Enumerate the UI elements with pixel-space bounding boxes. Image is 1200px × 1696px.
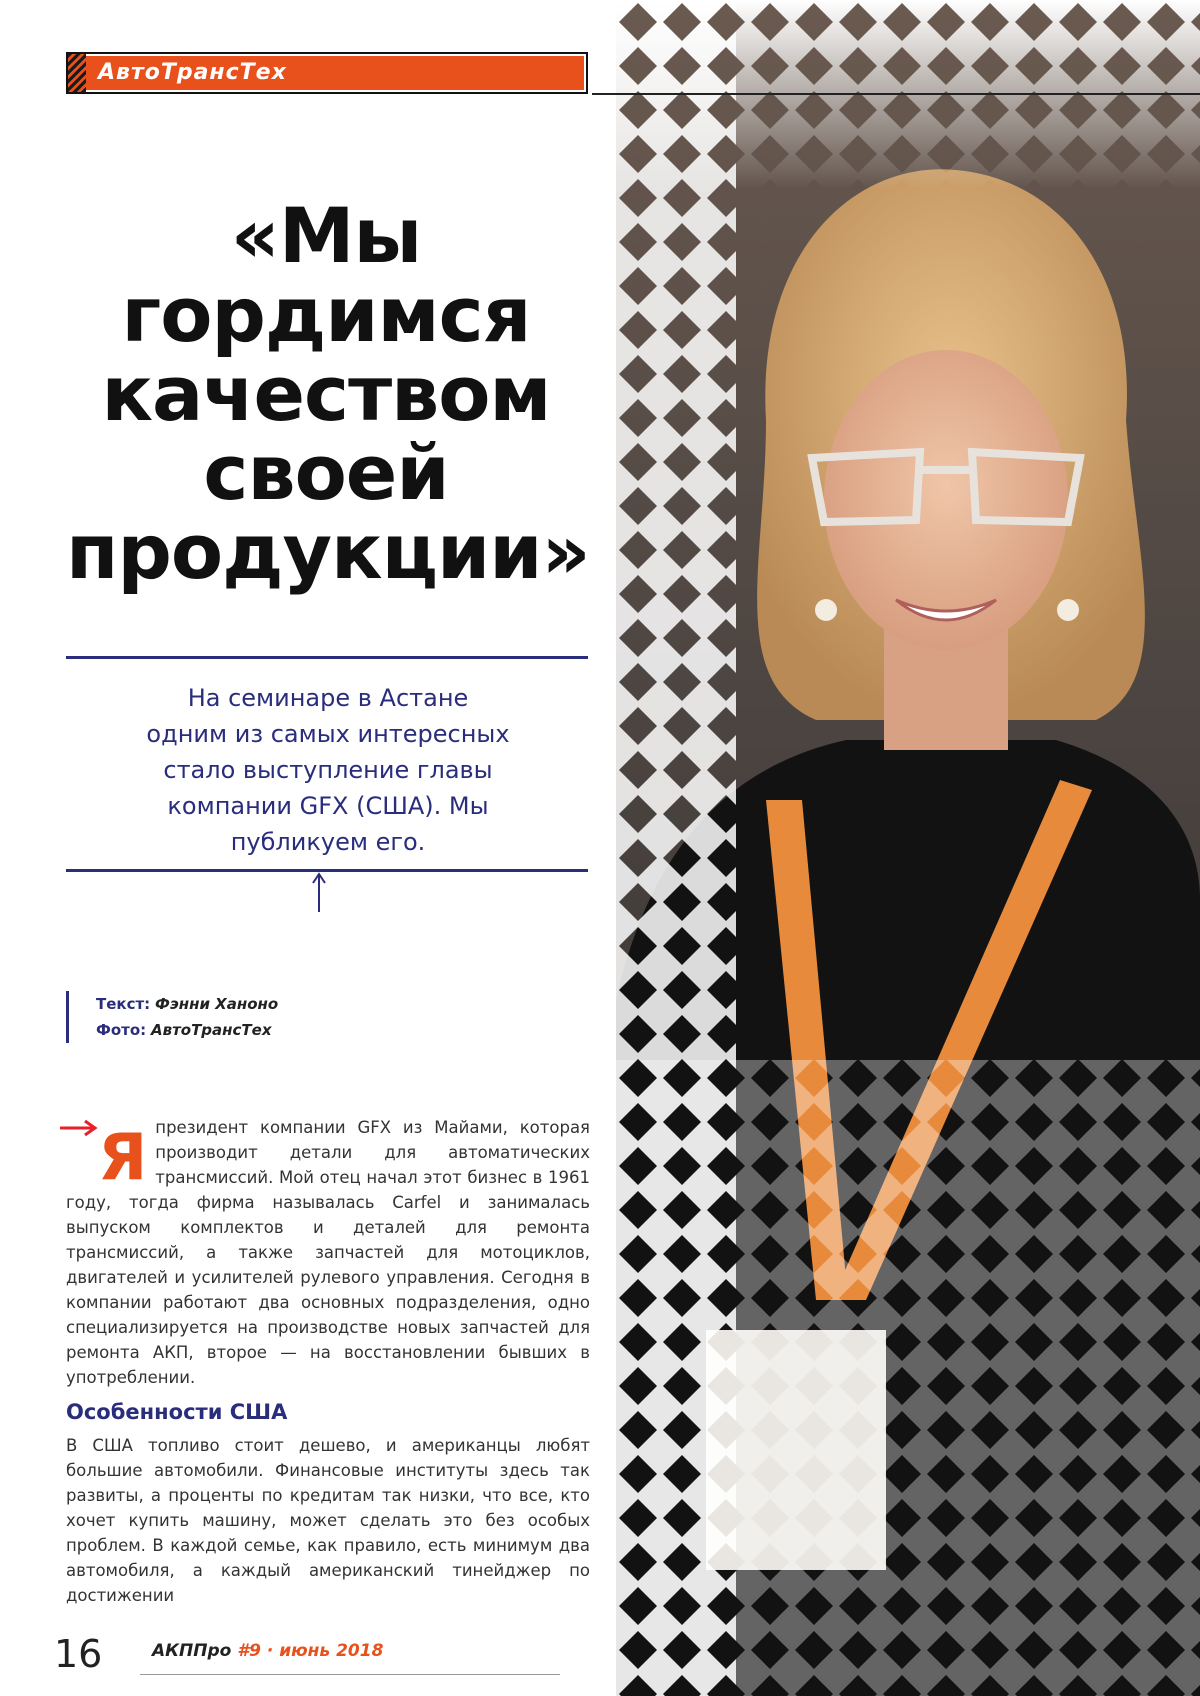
credit-photo [96, 1017, 278, 1043]
credit-text-author: Фэнни Ханоно [154, 995, 279, 1013]
section-header [66, 52, 588, 94]
drop-cap: Я [98, 1121, 148, 1195]
title-line: своей [203, 428, 449, 517]
credit-photo-author: АвтоТрансТех [150, 1021, 272, 1039]
title-line: гордимся [121, 270, 531, 359]
section-label: АвтоТрансТех [98, 60, 287, 85]
arrow-up-icon [309, 872, 329, 914]
article-lead [110, 680, 546, 860]
article-title [66, 191, 590, 596]
page-number: 16 [54, 1632, 103, 1676]
magazine-name: АКППро [152, 1641, 232, 1661]
paragraph-text: президент компании GFX из Майами, которая производит детали для автоматических трансмиссий. Мой отец начал этот бизнес в 1961 году, тогда фирма называлась Carfel и занималась выпуском комплектов и деталей для ремонта трансмиссий, а также запчастей для мотоциклов, двигателей и усилителей рулевого управления. Сегодня в компании работают два основных подразделения, одно специализируется на производстве новых запчастей для ремонта АКП, второе — на восстановлении бывших в употреблении. [66, 1118, 590, 1387]
body-paragraph: В США топливо стоит дешево, и американцы любят большие автомобили. Финансовые институты здесь так развиты, а проценты по кредитам так низки, что все, кто хочет купить машину, может сделать это без особых проблем. В каждой семье, как правило, есть минимум два автомобиля, а каждый американский тинейджер по достижении [66, 1436, 590, 1605]
footer-rule [140, 1674, 560, 1675]
lead-line: стало выступление главы [163, 756, 493, 784]
title-line: качеством [101, 349, 551, 438]
lead-rule-top [66, 656, 588, 659]
portrait-photo [616, 0, 1200, 1696]
title-line: продукции» [66, 507, 590, 596]
credit-photo-label: Фото: [96, 1021, 147, 1039]
body-paragraph [66, 1115, 590, 1390]
subheading: Особенности США [66, 1400, 288, 1424]
credit-text-label: Текст: [96, 995, 151, 1013]
title-line: «Мы [230, 191, 422, 280]
lead-line: На семинаре в Астане [187, 684, 469, 712]
lead-line: публикуем его. [230, 828, 426, 856]
lead-line: одним из самых интересных [146, 720, 510, 748]
issue-info: #9 · июнь 2018 [237, 1641, 384, 1661]
article-credits [66, 991, 278, 1043]
section-stripes [68, 54, 86, 92]
lead-line: компании GFX (США). Мы [167, 792, 489, 820]
credit-text [96, 991, 278, 1017]
magazine-footer [152, 1641, 383, 1661]
